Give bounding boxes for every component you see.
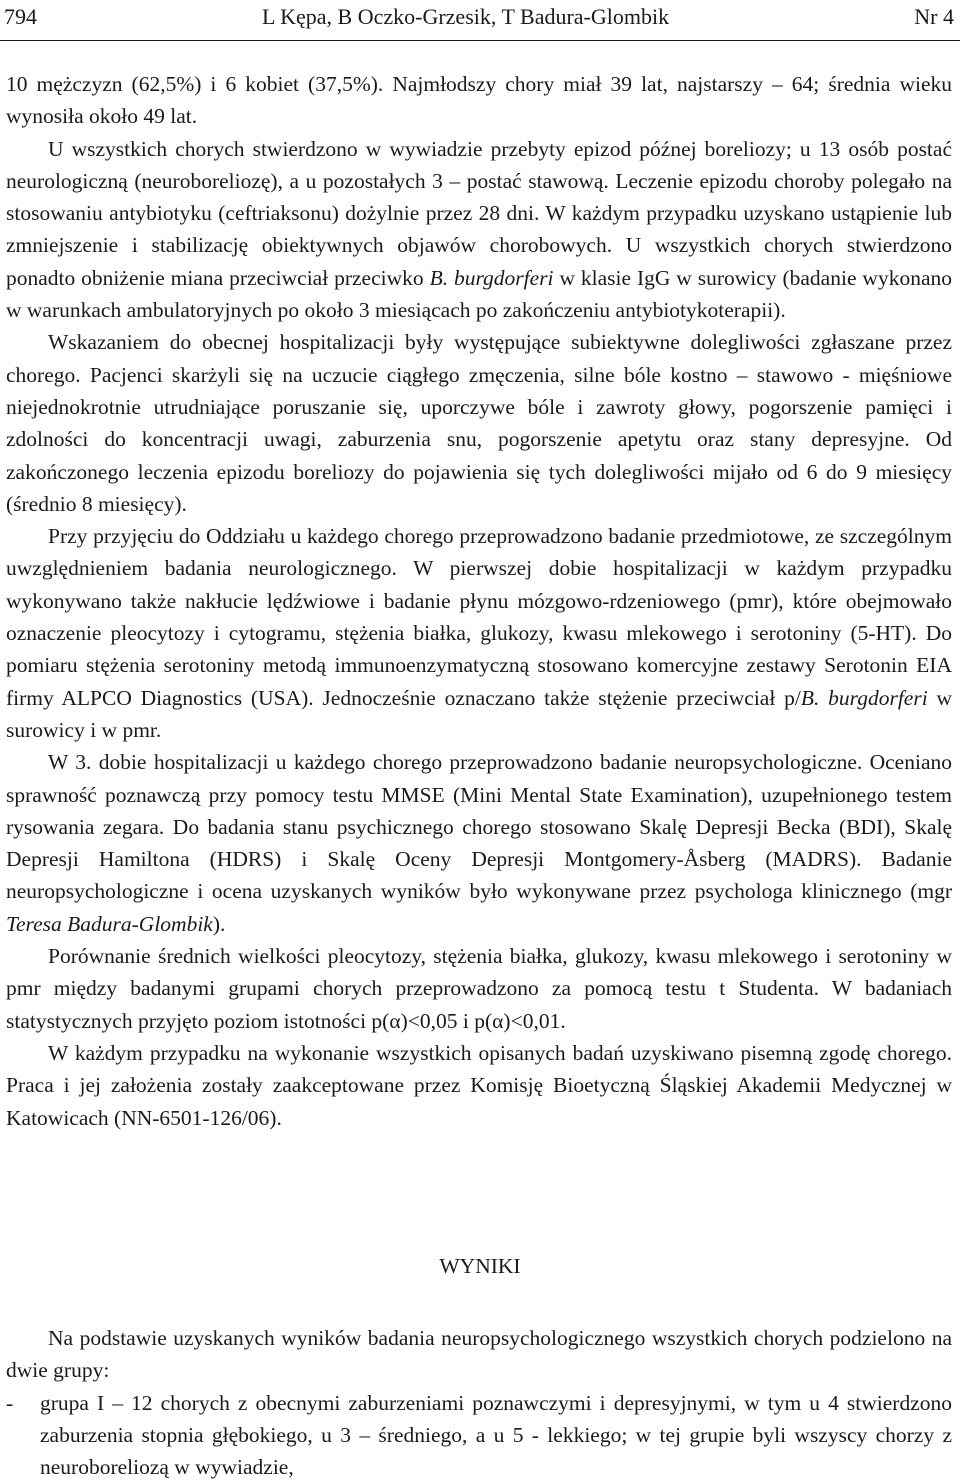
species-name: B. burgdorferi [800,685,928,710]
paragraph-admission-text-a: Przy przyjęciu do Oddziału u każdego chorego przeprowadzono badanie przedmiotowe, ze szczególnym uwzględnieniem badania neurologicznego. W pierwszej dobie hospitalizacji w każdym przypadku wykonywano także nakłucie lędźwiowe i badanie płynu mózgowo-rdzeniowego (pmr), które obejmowało oznaczenie pleocytozy i cytogramu, stężenia białka, glukozy, kwasu mlekowego i serotoniny (5-HT). Do pomiaru stężenia serotoniny metodą immunoenzymatyczną stosowano komercyjne zestawy Serotonin EIA firmy ALPCO Diagnostics (USA). Jednocześnie oznaczano także stężenie przeciwciał p/ [6,524,952,710]
paragraph-symptoms: Wskazaniem do obecnej hospitalizacji były występujące subiektywne dolegliwości zgłaszane przez chorego. Pacjenci skarżyli się na uczucie ciągłego zmęczenia, silne bóle kostno – stawowo - mięśniowe niejednokrotnie utrudniające poruszanie się, uporczywe bóle i zawroty głowy, pogorszenie pamięci i zdolności do koncentracji uwagi, zaburzenia snu, pogorszenie apetytu oraz stany depresyjne. Od zakończonego leczenia epizodu boreliozy do pojawienia się tych dolegliwości mijało od 6 do 9 miesięcy (średnio 8 miesięcy). [6,330,952,516]
paragraph-history [6,133,952,327]
species-name: B. burgdorferi [429,265,554,290]
paragraph-neuropsychology [6,746,952,940]
paragraph-history-text-b: w klasie IgG w surowicy (badanie wykonano w warunkach ambulatoryjnych po około 3 miesiącach po zakończeniu antybiotykoterapii). [6,265,952,323]
list-marker: - [6,1390,14,1415]
list-item [6,1387,952,1483]
paragraph-neuropsychology-text-a: W 3. dobie hospitalizacji u każdego chorego przeprowadzono badanie neuropsychologiczne. Oceniano sprawność poznawczą przy pomocy testu MMSE (Mini Mental State Examination), uzupełnionego testem rysowania zegara. Do badania stanu psychicznego chorego stosowano Skalę Depresji Becka (BDI), Skalę Depresji Hamiltona (HDRS) i Skalę Oceny Depresji Montgomery-Åsberg (MADRS). Badanie neuropsychologiczne i ocena uzyskanych wyników było wykonywane przez psychologa klinicznego (mgr [6,750,952,904]
header-rule [0,40,960,41]
running-header-authors: L Kępa, B Oczko-Grzesik, T Badura-Glombik [262,4,670,29]
paragraph-neuropsychology-text-b: ). [212,911,226,936]
results-intro: Na podstawie uzyskanych wyników badania neuropsychologicznego wszystkich chorych podzielono na dwie grupy: [6,1326,952,1383]
list-item-text: grupa I – 12 chorych z obecnymi zaburzeniami poznawczymi i depresyjnymi, w tym u 4 stwierdzono zaburzenia stopnia głębokiego, u 3 – średniego, a u 5 - lekkiego; w tej grupie byli wszyscy chorzy z neuroboreliozą w wywiadzie, [40,1390,952,1480]
psychologist-name: Teresa Badura-Glombik [6,911,213,936]
page-number: 794 [4,4,37,29]
results-section [6,1322,952,1483]
body-text [6,68,952,1134]
paragraph-history-text-a: U wszystkich chorych stwierdzono w wywiadzie przebyty epizod późnej boreliozy; u 13 osób postać neurologiczną (neuroboreliozę), a u pozostałych 3 – postać stawową. Leczenie epizodu choroby polegało na stosowaniu antybiotyku (ceftriaksonu) dożylnie przez 28 dni. W każdym przypadku uzyskano ustąpienie lub zmniejszenie i stabilizację obiektywnych objawów chorobowych. U wszystkich chorych stwierdzono ponadto obniżenie miana przeciwciał przeciwko [6,136,952,290]
paragraph-admission-text-b: w surowicy i w pmr. [6,685,952,742]
paragraph-admission [6,520,952,746]
running-header [4,2,954,34]
issue-number: Nr 4 [914,4,954,29]
paragraph-demographics: 10 mężczyzn (62,5%) i 6 kobiet (37,5%). Najmłodszy chory miał 39 lat, najstarszy – 64; średnia wieku wynosiła około 49 lat. [6,72,952,129]
paragraph-statistics: Porównanie średnich wielkości pleocytozy, stężenia białka, glukozy, kwasu mlekowego i serotoniny w pmr między badanymi grupami chorych przeprowadzono za pomocą testu t Studenta. W badaniach statystycznych przyjęto poziom istotności p(α)<0,05 i p(α)<0,01. [6,944,952,1033]
paragraph-consent: W każdym przypadku na wykonanie wszystkich opisanych badań uzyskiwano pisemną zgodę chorego. Praca i jej założenia zostały zaakceptowane przez Komisję Bioetyczną Śląskiej Akademii Medycznej w Katowicach (NN-6501-126/06). [6,1040,952,1130]
section-heading-results: WYNIKI [439,1254,521,1278]
